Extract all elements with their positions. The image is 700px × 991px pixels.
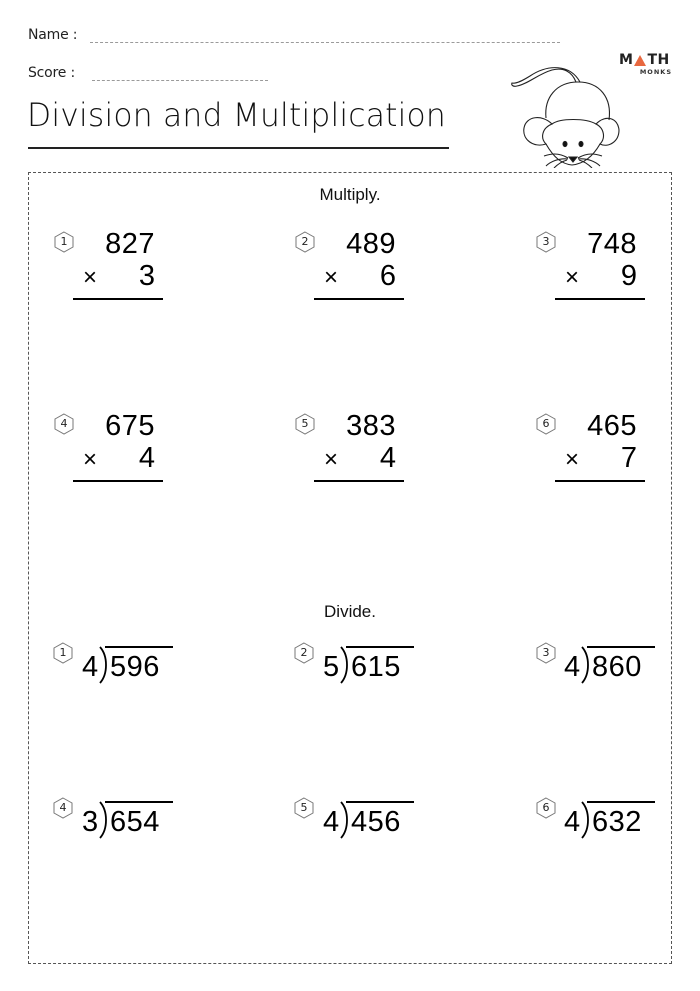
times-sign: × — [324, 264, 339, 291]
page-title: Division and Multiplication — [27, 96, 446, 134]
multiplicand: 675 — [105, 410, 155, 442]
score-input-line[interactable] — [92, 80, 268, 81]
division-overline — [587, 801, 655, 803]
times-sign: × — [83, 446, 98, 473]
division-overline — [587, 646, 655, 648]
long-division-bracket-icon — [338, 646, 352, 684]
multiplier: 3 — [138, 260, 155, 292]
multiplicand: 748 — [587, 228, 637, 260]
times-sign: × — [83, 264, 98, 291]
division-overline — [346, 646, 414, 648]
dividend: 596 — [110, 651, 160, 683]
divisor: 4 — [323, 806, 340, 838]
dividend: 615 — [351, 651, 401, 683]
multiplier: 9 — [620, 260, 637, 292]
multiplier: 7 — [620, 442, 637, 474]
problem-number-badge: 2 — [294, 642, 314, 664]
divide-heading: Divide. — [324, 602, 376, 621]
multiplier: 4 — [138, 442, 155, 474]
problem-number-badge: 4 — [53, 797, 73, 819]
triangle-icon — [634, 55, 646, 66]
problem-number-badge: 1 — [53, 642, 73, 664]
answer-line[interactable] — [73, 480, 163, 482]
problem-number-badge: 3 — [536, 231, 556, 253]
problem-number-badge: 6 — [536, 413, 556, 435]
answer-line[interactable] — [555, 298, 645, 300]
problem-number-badge: 3 — [536, 642, 556, 664]
problem-number-badge: 2 — [295, 231, 315, 253]
dividend: 456 — [351, 806, 401, 838]
long-division-bracket-icon — [579, 646, 593, 684]
logo-text-m: M — [619, 52, 634, 68]
long-division-bracket-icon — [579, 801, 593, 839]
multiplicand: 827 — [105, 228, 155, 260]
answer-line[interactable] — [555, 480, 645, 482]
multiplier: 6 — [379, 260, 396, 292]
divisor: 5 — [323, 651, 340, 683]
long-division-bracket-icon — [97, 646, 111, 684]
logo-text-monks: MONKS — [639, 68, 672, 76]
name-input-line[interactable] — [90, 42, 560, 43]
long-division-bracket-icon — [97, 801, 111, 839]
problem-number-badge: 6 — [536, 797, 556, 819]
division-overline — [105, 646, 173, 648]
title-underline — [28, 147, 449, 149]
long-division-bracket-icon — [338, 801, 352, 839]
mouse-icon — [508, 62, 620, 168]
times-sign: × — [324, 446, 339, 473]
answer-line[interactable] — [314, 298, 404, 300]
multiplicand: 383 — [346, 410, 396, 442]
answer-line[interactable] — [314, 480, 404, 482]
dividend: 654 — [110, 806, 160, 838]
dividend: 632 — [592, 806, 642, 838]
divisor: 3 — [82, 806, 99, 838]
problem-number-badge: 1 — [54, 231, 74, 253]
math-monks-logo — [619, 52, 675, 76]
divisor: 4 — [82, 651, 99, 683]
multiplicand: 465 — [587, 410, 637, 442]
problem-number-badge: 4 — [54, 413, 74, 435]
multiply-heading: Multiply. — [319, 185, 381, 204]
multiplicand: 489 — [346, 228, 396, 260]
score-label: Score : — [28, 65, 75, 81]
problem-number-badge: 5 — [294, 797, 314, 819]
multiplier: 4 — [379, 442, 396, 474]
divisor: 4 — [564, 806, 581, 838]
answer-line[interactable] — [73, 298, 163, 300]
dividend: 860 — [592, 651, 642, 683]
logo-text-th: TH — [647, 52, 670, 68]
divisor: 4 — [564, 651, 581, 683]
times-sign: × — [565, 446, 580, 473]
times-sign: × — [565, 264, 580, 291]
name-label: Name : — [28, 27, 78, 43]
division-overline — [346, 801, 414, 803]
division-overline — [105, 801, 173, 803]
problem-number-badge: 5 — [295, 413, 315, 435]
